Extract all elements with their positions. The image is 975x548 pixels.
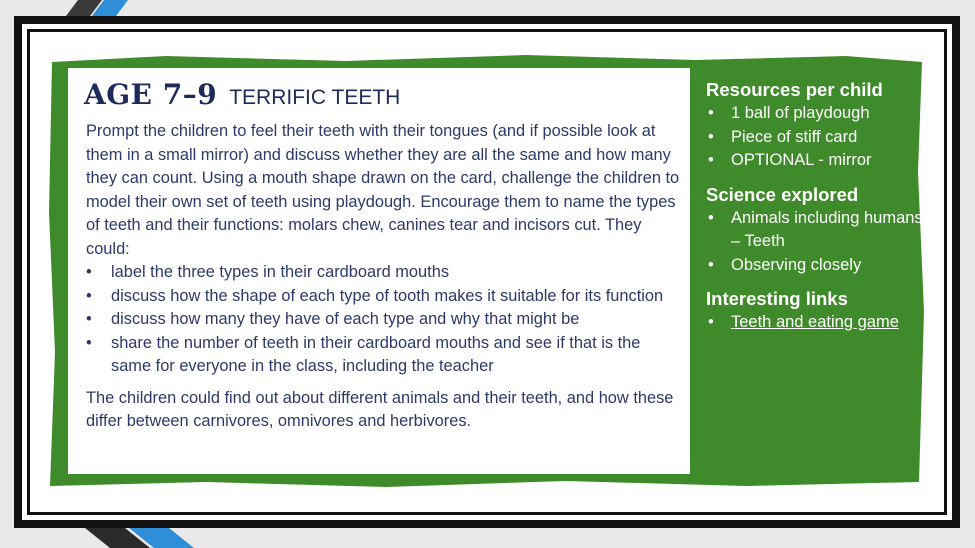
list-item: • share the number of teeth in their cardboard mouths and see if that is the same for everyone in the class, including the teacher (86, 332, 684, 379)
list-item: • Animals including humans – Teeth (706, 207, 936, 254)
links-heading: Interesting links (706, 288, 848, 309)
card-title (84, 78, 400, 111)
list-item: • discuss how the shape of each type of tooth makes it suitable for its function (86, 285, 684, 309)
activity-card (68, 68, 690, 474)
closing-paragraph: The children could find out about different animals and their teeth, and how these differ between carnivores, omnivores and herbivores. (86, 388, 674, 430)
activity-body (86, 120, 684, 434)
list-item (706, 311, 936, 335)
science-heading: Science explored (706, 183, 859, 205)
list-item: • Observing closely (706, 254, 936, 278)
science-list (706, 207, 936, 278)
resources-heading: Resources per child (706, 79, 883, 100)
sidebar (706, 78, 936, 345)
list-item: • label the three types in their cardboard mouths (86, 261, 684, 285)
age-range: AGE 7–9 (84, 78, 218, 111)
activity-title: TERRIFIC TEETH (229, 86, 401, 109)
intro-paragraph: Prompt the children to feel their teeth with their tongues (and if possible look at them in a small mirror) and discuss whether they are all the same and how many they can count. Using a mouth shape drawn on the card, challenge the children to model their own set of teeth using playdough. Encourage them to name the types of teeth and their functions: molars chew, canines tear and incisors cut. They could: (86, 122, 680, 258)
list-item: • 1 ball of playdough (706, 102, 936, 126)
links-list (706, 311, 936, 335)
activity-list (86, 261, 684, 379)
list-item: • OPTIONAL - mirror (706, 149, 936, 173)
resources-list (706, 102, 936, 173)
teeth-eating-game-link[interactable]: Teeth and eating game (731, 313, 899, 331)
list-item: • discuss how many they have of each type and why that might be (86, 308, 684, 332)
list-item: • Piece of stiff card (706, 126, 936, 150)
